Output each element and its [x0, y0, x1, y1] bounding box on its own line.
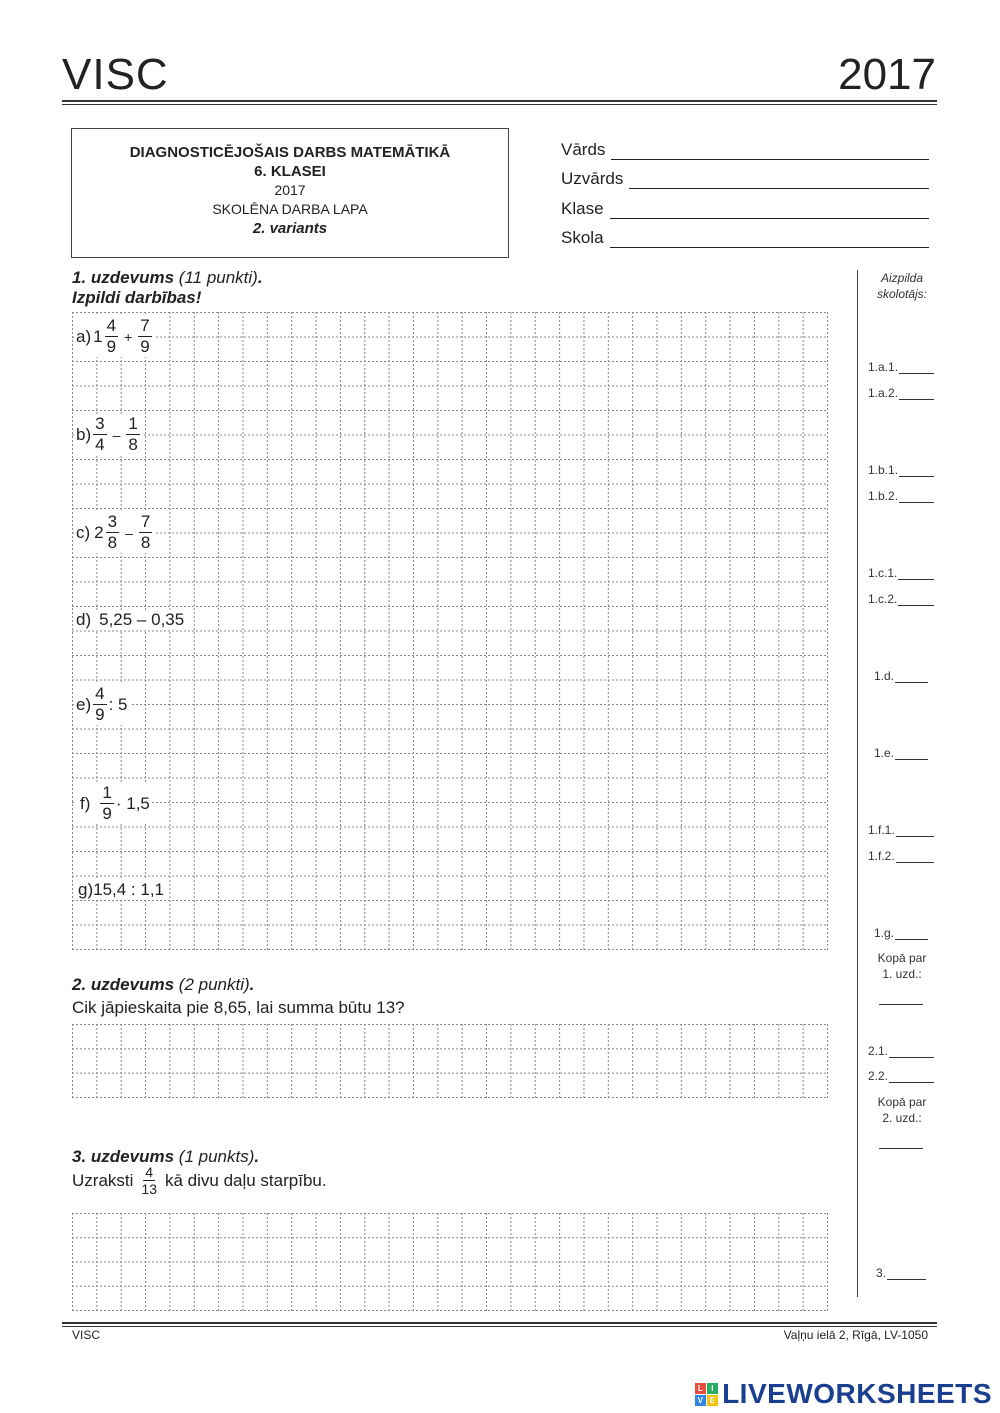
title-line-1: DIAGNOSTICĒJOŠAIS DARBS MATEMĀTIKĀ — [129, 144, 451, 161]
header-visc: VISC — [62, 50, 169, 99]
task2-title-number: 2. uzdevums — [72, 975, 175, 994]
score-22[interactable] — [868, 1069, 934, 1083]
footer-right: Vaļņu ielā 2, Rīgā, LV-1050 — [783, 1328, 928, 1342]
exercise-a — [76, 316, 156, 357]
task1-title — [72, 268, 263, 288]
exercise-a-fraction-1: $\frac{4}{9}$ — [106, 316, 117, 356]
field-class-label: Klase — [561, 199, 604, 218]
score-1f1[interactable] — [868, 823, 934, 837]
task1-instruction: Izpildi darbības! — [72, 288, 202, 307]
exercise-g-expr: 15,4 : 1,1 — [93, 880, 165, 899]
header-rule-thin — [62, 104, 937, 105]
header-rule — [62, 100, 937, 102]
score-1c1[interactable] — [868, 566, 934, 580]
score-label: 3. — [876, 1266, 887, 1280]
task3-text — [72, 1164, 327, 1197]
exercise-c-op: – — [125, 524, 133, 541]
title-line-5: 2. variants — [252, 220, 328, 237]
sidebar-divider — [857, 270, 858, 1297]
exercise-c-label: c) — [76, 522, 91, 542]
score-1f2[interactable] — [868, 849, 934, 863]
exercise-d — [76, 610, 186, 630]
logo-cubes-icon — [695, 1383, 718, 1406]
field-school-label: Skola — [561, 228, 604, 247]
field-surname-label: Uzvārds — [561, 169, 624, 188]
logo-cube-v: V — [695, 1395, 706, 1406]
score-label: 1.a.1. — [868, 360, 899, 374]
task1-title-number: 1. uzdevums — [72, 268, 175, 287]
task2-title — [72, 975, 254, 995]
score-1g[interactable] — [874, 926, 928, 940]
exercise-e-label: e) — [76, 694, 92, 714]
exercise-f — [76, 783, 152, 824]
score-label: 1.f.1. — [868, 823, 895, 837]
score-label: 1.b.1. — [868, 463, 899, 477]
logo-cube-i: I — [707, 1383, 718, 1394]
score-label: 1.c.2. — [868, 592, 898, 606]
score-label: 1.b.2. — [868, 489, 899, 503]
exercise-c-fraction-1: $\frac{3}{8}$ — [107, 512, 118, 552]
task2-points: (2 punkti) — [178, 975, 250, 994]
footer-left: VISC — [72, 1328, 101, 1342]
field-name[interactable] — [561, 140, 929, 160]
task2-dot: . — [249, 975, 255, 994]
exercise-a-op: + — [124, 328, 133, 345]
score-total-2-label: Kopā par 2. uzd.: — [877, 1095, 927, 1125]
score-1e[interactable] — [874, 746, 928, 760]
exercise-c-fraction-2: $\frac{7}{8}$ — [140, 512, 151, 552]
header-year: 2017 — [838, 50, 936, 99]
field-name-label: Vārds — [561, 140, 606, 159]
exercise-e — [76, 684, 130, 725]
logo-cube-e: E — [707, 1395, 718, 1406]
score-label: 1.e. — [874, 746, 895, 760]
exercise-g-label: g) — [78, 880, 94, 899]
exercise-c — [76, 512, 156, 553]
score-total-2[interactable] — [879, 1148, 923, 1149]
exercise-c-whole: 2 — [94, 522, 104, 542]
footer-rule — [62, 1322, 937, 1324]
exercise-b-op: – — [112, 426, 121, 443]
task2-text: Cik jāpieskaita pie 8,65, lai summa būtu 13? — [72, 998, 405, 1017]
score-1c2[interactable] — [868, 592, 934, 606]
score-1a2[interactable] — [868, 386, 934, 400]
liveworksheets-logo — [695, 1378, 992, 1410]
score-21[interactable] — [868, 1044, 934, 1058]
score-label: 1.f.2. — [868, 849, 895, 863]
field-surname[interactable] — [561, 169, 929, 189]
score-1b2[interactable] — [868, 489, 934, 503]
exercise-b — [76, 414, 144, 455]
field-class-line[interactable] — [610, 204, 929, 219]
task3-points: (1 punkts) — [178, 1147, 255, 1166]
field-name-line[interactable] — [611, 145, 929, 160]
score-label: 1.a.2. — [868, 386, 899, 400]
exercise-f-label: f) — [80, 793, 91, 813]
title-line-4: SKOLĒNA DARBA LAPA — [212, 201, 368, 217]
logo-cube-l: L — [695, 1383, 706, 1394]
score-1b1[interactable] — [868, 463, 934, 477]
exercise-b-label: b) — [76, 424, 92, 444]
exercise-a-label: a) — [76, 326, 92, 346]
score-label: 1.g. — [874, 926, 895, 940]
score-3[interactable] — [876, 1266, 926, 1280]
title-line-2: 6. KLASEI — [254, 163, 326, 180]
task3-answer-grid[interactable] — [72, 1213, 828, 1311]
task2-answer-grid[interactable] — [72, 1024, 828, 1098]
task1-points: (11 punkti) — [178, 268, 258, 287]
score-total-1-label: Kopā par 1. uzd.: — [877, 951, 927, 981]
task1-dot: . — [257, 268, 263, 287]
task3-title-number: 3. uzdevums — [72, 1147, 175, 1166]
task3-fraction: $\frac{4}{13}$ — [141, 1164, 157, 1197]
exercise-e-rest: : 5 — [108, 694, 128, 714]
exercise-e-fraction: $\frac{4}{9}$ — [95, 684, 105, 724]
score-label: 1.d. — [874, 669, 895, 683]
footer-rule-thin — [62, 1326, 937, 1327]
task3-dot: . — [254, 1147, 260, 1166]
task3-text-before: Uzraksti — [72, 1170, 134, 1190]
exercise-a-whole: 1 — [93, 326, 103, 346]
exercise-d-label: d) — [76, 610, 92, 629]
exercise-f-rest: · 1,5 — [115, 793, 150, 813]
field-class[interactable] — [561, 199, 929, 219]
title-box — [71, 128, 509, 258]
exercise-b-fraction-2: $\frac{1}{8}$ — [128, 414, 138, 454]
task3-text-after: kā divu daļu starpību. — [164, 1170, 327, 1190]
field-school-line[interactable] — [610, 233, 929, 248]
score-label: 2.2. — [868, 1069, 889, 1083]
exercise-g — [76, 880, 166, 900]
title-line-3: 2017 — [274, 182, 306, 198]
score-total-1[interactable] — [879, 1004, 923, 1005]
score-label: 2.1. — [868, 1044, 889, 1058]
exercise-f-fraction: $\frac{1}{9}$ — [102, 783, 112, 823]
score-label: 1.c.1. — [868, 566, 898, 580]
task1-answer-grid[interactable] — [72, 312, 828, 950]
logo-text: LIVEWORKSHEETS — [722, 1378, 992, 1409]
exercise-d-expr: 5,25 – 0,35 — [99, 610, 185, 629]
exercise-b-fraction-1: $\frac{3}{4}$ — [95, 414, 105, 454]
exercise-a-fraction-2: $\frac{7}{9}$ — [140, 316, 150, 356]
sidebar-heading: Aizpilda skolotājs: — [876, 271, 928, 301]
field-school[interactable] — [561, 228, 929, 248]
score-1a1[interactable] — [868, 360, 934, 374]
score-1d[interactable] — [874, 669, 928, 683]
field-surname-line[interactable] — [629, 174, 929, 189]
